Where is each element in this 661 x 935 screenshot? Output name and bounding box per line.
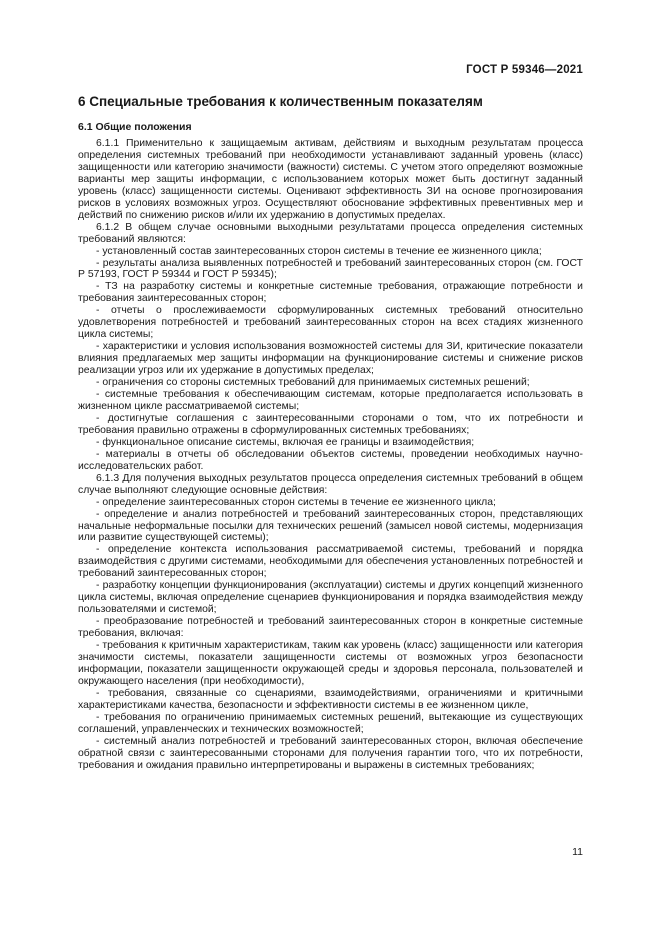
list-item: - требования по ограничению принимаемых системных решений, вытекающие из существующих соглашений, управленческих и технических возможностей; xyxy=(78,711,583,735)
subsection-title: 6.1 Общие положения xyxy=(78,121,192,133)
list-item: - требования, связанные со сценариями, взаимодействиями, ограничениями и критичными характеристиками качества, безопасности и эффективности системы в ее жизненном цикле, xyxy=(78,687,583,711)
list-item: - характеристики и условия использования возможностей системы для ЗИ, критические показатели влияния предлагаемых мер защиты информации на функционирование системы и снижение рисков реализации угроз или их удержание в допустимых пределах; xyxy=(78,341,583,377)
list-item: - преобразование потребностей и требований заинтересованных сторон в конкретные системные требования, включая: xyxy=(78,616,583,640)
document-code-header: ГОСТ Р 59346—2021 xyxy=(466,64,583,76)
list-item: - установленный состав заинтересованных сторон системы в течение ее жизненного цикла; xyxy=(96,245,542,257)
list-item: - ТЗ на разработку системы и конкретные системные требования, отражающие потребности и требования заинтересованных сторон; xyxy=(78,281,583,305)
paragraph: 6.1.2 В общем случае основными выходными результатами процесса определения системных требований являются: xyxy=(78,221,583,245)
list-item: - функциональное описание системы, включая ее границы и взаимодействия; xyxy=(96,436,475,448)
list-item: - разработку концепции функционирования (эксплуатации) системы и других концепций жизненного цикла системы, включая определение сценариев функционирования и порядка взаимодействия между пользователями и системой; xyxy=(78,580,583,616)
list-item: - отчеты о прослеживаемости сформулированных системных требований относительно удовлетворения потребностей и требований заинтересованных сторон на всех стадиях жизненного цикла системы; xyxy=(78,305,583,341)
list-item: - ограничения со стороны системных требований для принимаемых системных решений; xyxy=(96,377,530,389)
list-item: - достигнутые соглашения с заинтересованными сторонами о том, что их потребности и требования правильно отражены в сформулированных системных требованиях; xyxy=(78,412,583,436)
list-item: - определение контекста использования рассматриваемой системы, требований и порядка взаимодействия с другими системами, необходимыми для обеспечения установленных потребностей и требований заинтересованных сторон; xyxy=(78,544,583,580)
paragraph: 6.1.3 Для получения выходных результатов процесса определения системных требований в общем случае выполняют следующие основные действия: xyxy=(78,472,583,496)
list-item: - определение заинтересованных сторон системы в течение ее жизненного цикла; xyxy=(96,496,496,508)
list-item: - системные требования к обеспечивающим системам, которые предполагается использовать в жизненном цикле рассматриваемой системы; xyxy=(78,389,583,412)
list-item: - определение и анализ потребностей и требований заинтересованных сторон, представляющих начальные неформальные посылки для технических решений (замысел новой системы, модернизация или развитие существующей системы); xyxy=(78,508,583,544)
list-item: - системный анализ потребностей и требований заинтересованных сторон, включая обеспечение обратной связи с заинтересованными сторонами для получения гарантии того, что их потребности, требования и ожидания правильно интерпретированы и выражены в системных требованиях; xyxy=(78,735,583,771)
page-number: 11 xyxy=(572,846,583,858)
paragraph: 6.1.1 Применительно к защищаемым активам, действиям и выходным результатам процесса определения системных требований при необходимости устанавливают заданный уровень (класс) защищенности или категорию значимости (важности) системы. С учетом этого определяют возможные варианты мер защиты информации, с использованием которых может быть достигнут заданный уровень (класс) защищенности системы. Оценивают эффективность ЗИ на основе прогнозирования рисков в условиях возможных угроз. Осуществляют обоснование эффективных превентивных мер и действий по снижению рисков и/или их удержанию в допустимых пределах. xyxy=(78,138,583,221)
section-title: 6 Специальные требования к количественным показателям xyxy=(78,94,483,109)
list-item: - требования к критичным характеристикам, таким как уровень (класс) защищенности или категория значимости системы, показатели защищенности системы от возможных угроз безопасности информации, показатели защищенности окружающей среды и здоровья персонала, пользователей и окружающего населения (при необходимости), xyxy=(78,640,583,687)
list-item: - результаты анализа выявленных потребностей и требований заинтересованных сторон (см. ГОСТ Р 57193, ГОСТ Р 59344 и ГОСТ Р 59345); xyxy=(78,257,583,281)
body-text xyxy=(78,138,583,772)
list-item: - материалы в отчеты об обследовании объектов системы, проведении необходимых научно-исследовательских работ. xyxy=(78,448,583,472)
